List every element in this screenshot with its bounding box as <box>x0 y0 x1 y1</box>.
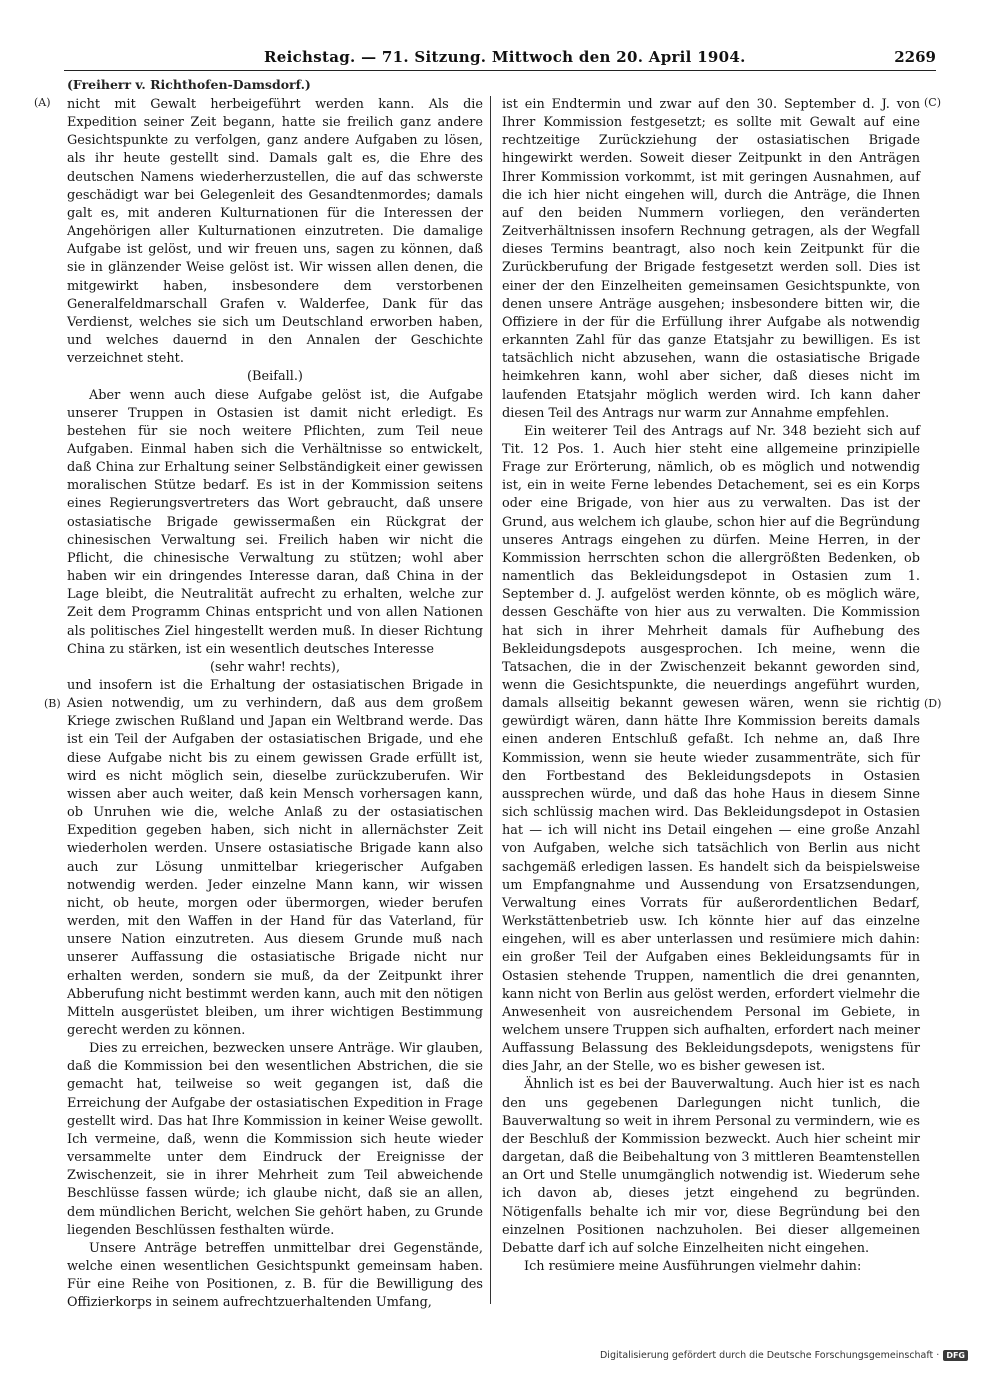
text-column-right <box>502 96 920 1276</box>
dfg-logo: DFG <box>943 1350 968 1361</box>
digitization-credit: Digitalisierung gefördert durch die Deutsche Forschungsgemeinschaft · <box>599 1350 940 1361</box>
margin-mark-d: (D) <box>924 697 942 710</box>
left-interjection: (sehr wahr! rechts), <box>209 659 341 675</box>
left-interjection: (Beifall.) <box>247 369 303 385</box>
margin-mark-b: (B) <box>44 697 61 710</box>
right-paragraph: ist ein Endtermin und zwar auf den 30. September d. J. von Ihrer Kommission festgesetzt; es sollte mit Gewalt auf eine rechtzeitige Zurückziehung der ostasiatischen Brigade hingewirkt werden. Soweit dieser Zeitpunkt in den Anträgen Ihrer Kommission vorkommt, ist mit geringen Ausnahmen, auf die ich hier nicht eingehen will, durch die Anträge, die Ihnen auf den beiden Nummern vorliegen, den veränderten Zeitverhältnissen insofern Rechnung getragen, als der Wegfall dieses Termins beantragt, also noch kein Zeitpunkt für die Zurückberufung der Brigade festgesetzt werden soll. Dies ist einer der den Einzelheiten gemeinsamen Gesichtspunkte, von denen unsere Anträge ausgehen; insbesondere bitten wir, die Offiziere in der für die Erfüllung ihrer Aufgabe als notwendig erkannten Zahl für das ganze Etatsjahr zu bewilligen. Es ist tatsächlich nicht abzusehen, wann die ostasiatische Brigade heimkehren kann, wohl aber sicher, daß dieses nicht im laufenden Etatsjahr möglich werden wird. Ich kann daher diesen Teil des Antrags nur warm zur Annahme empfehlen. <box>502 97 920 421</box>
running-header <box>64 44 936 71</box>
left-paragraph: Dies zu erreichen, bezwecken unsere Anträge. Wir glauben, daß die Kommission bei den wesentlichen Abstrichen, die sie gemacht hat, teilweise so weit gegangen ist, daß die Erreichung der Aufgabe der ostasiatischen Expedition in Frage gestellt wird. Das hat Ihre Kommission in keiner Weise gewollt. Ich vermeine, daß, wenn die Kommission sich heute wieder versammelte unter dem Eindruck der Ereignisse der Zwischenzeit, sie in ihrer Mehrheit zum Teil abweichende Beschlüsse fassen würde; ich glaube nicht, daß sie an allen, dem mündlichen Bericht, welchen Sie gehört haben, zu Grunde liegenden Beschlüssen festhalten würde. <box>67 1041 483 1238</box>
margin-mark-a: (A) <box>34 96 51 109</box>
text-column-left <box>67 96 483 1312</box>
left-paragraph: und insofern ist die Erhaltung der ostasiatischen Brigade in Asien notwendig, um zu verhindern, daß aus dem großem Kriege zwischen Rußland und Japan ein Weltbrand werde. Das ist ein Teil der Aufgaben der ostasiatischen Brigade, und ehe diese Aufgabe nicht bis zu einem gewissen Grade erfüllt ist, wird es nicht möglich sein, dieselbe zurückzuberufen. Wir wissen aber auch weiter, daß kein Mensch vorhersagen kann, ob Unruhen wie die, welche Anlaß zu der ostasiatischen Expedition gegeben haben, sich nicht in allernächster Zeit wiederholen werden. Unsere ostasiatische Brigade kann also auch zur Lösung unmittelbar kriegerischer Aufgaben notwendig werden. Jeder einzelne Mann kann, wir wissen nicht, ob heute, morgen oder übermorgen, wieder berufen werden, mit den Waffen in der Hand für das Vaterland, für unsere Nation einzutreten. Aus diesem Grunde muß nach unserer Auffassung die ostasiatische Brigade nicht nur erhalten werden, sondern sie muß, da der Zeitpunkt ihrer Abberufung nicht bestimmt werden kann, auch mit den nötigen Mitteln ausgerüstet bleiben, um ihrer wichtigen Bestimmung gerecht werden zu können. <box>67 678 483 1038</box>
left-paragraph: Aber wenn auch diese Aufgabe gelöst ist, die Aufgabe unserer Truppen in Ostasien ist damit nicht erledigt. Es bestehen für sie noch weitere Pflichten, zum Teil neue Aufgaben. Einmal haben sich die Verhältnisse so entwickelt, daß China zur Erhaltung seiner Selbständigkeit einer gewissen moralischen Stütze bedarf. Es ist in der Kommission seitens eines Regierungsvertreters das Wort gebraucht, daß unsere ostasiatische Brigade gewissermaßen ein Rückgrat der chinesischen Verwaltung sei. Freilich haben wir nicht die Pflicht, die chinesische Verwaltung zu stützen; wohl aber haben wir ein dringendes Interesse daran, daß China in der Lage bleibt, die Neutralität aufrecht zu erhalten, welche zur Zeit dem Programm Chinas entspricht und von allen Nationen als politisches Ziel hingestellt werden muß. In dieser Richtung China zu stärken, ist ein wesentlich deutsches Interesse <box>67 387 483 657</box>
right-paragraph: Ich resümiere meine Ausführungen vielmehr dahin: <box>524 1259 862 1274</box>
speaker-name: (Freiherr v. Richthofen-Damsdorf.) <box>67 77 311 92</box>
column-divider <box>490 96 491 1304</box>
right-paragraph: Ähnlich ist es bei der Bauverwaltung. Auch hier ist es nach den uns gegebenen Darlegungen nicht tunlich, die Bauverwaltung so weit in ihrem Personal zu vermindern, wie es der Beschluß der Kommission bezweckt. Auch hier scheint mir dargetan, daß die Beibehaltung von 3 mittleren Beamtenstellen an Ort und Stelle unumgänglich notwendig ist. Wiederum sehe ich davon ab, dieses jetzt eingehend zu begründen. Nötigenfalls behalte ich mir vor, diese Begründung bei den einzelnen Positionen nachzuholen. Bei dieser allgemeinen Debatte darf ich auf solche Einzelheiten nicht eingehen. <box>502 1077 920 1256</box>
header-title: Reichstag. — 71. Sitzung. Mittwoch den 20. April 1904. <box>264 48 746 66</box>
left-paragraph: nicht mit Gewalt herbeigeführt werden kann. Als die Expedition seiner Zeit begann, hatte sie freilich ganz andere Gesichtspunkte zu verfolgen, ganz andere Aufgaben zu lösen, als ihr heute gestellt sind. Damals galt es, die Ehre des deutschen Namens wiederherzustellen, die auf das schwerste geschädigt war bei Gelegenleit des Gesandtenmordes; damals galt es, mit anderen Kulturnationen für die Interessen der Angehörigen aller Kulturnationen einzutreten. Die damalige Aufgabe ist gelöst, und wir freuen uns, sagen zu können, daß sie in glänzender Weise gelöst ist. Wir wissen allen denen, die mitgewirkt haben, insbesondere dem verstorbenen Generalfeldmarschall Grafen v. Walderfee, Dank für das Verdienst, welches sie sich um Deutschland erworben haben, und welches dauernd in den Annalen der Geschichte verzeichnet steht. <box>67 97 483 367</box>
left-paragraph: Unsere Anträge betreffen unmittelbar drei Gegenstände, welche einen wesentlichen Gesichtspunkt gemeinsam haben. Für eine Reihe von Positionen, z. B. für die Bewilligung des Offizierkorps in seinem aufrechtzuerhaltenden Umfang, <box>67 1240 483 1311</box>
page-footer <box>600 1350 968 1361</box>
right-paragraph: Ein weiterer Teil des Antrags auf Nr. 348 bezieht sich auf Tit. 12 Pos. 1. Auch hier steht eine allgemeine prinzipielle Frage zur Erörterung, nämlich, ob es möglich und notwendig ist, ein in weite Ferne lebendes Detachement, sei es ein Korps oder eine Brigade, von hier aus zu verwalten. Das ist der Grund, aus welchem ich glaube, schon hier auf die Begründung unseres Antrags eingehen zu dürfen. Meine Herren, in der Kommission herrschten schon die allergrößten Bedenken, ob namentlich das Bekleidungsdepot in Ostasien zum 1. September d. J. aufgelöst werden könnte, ob es möglich wäre, dessen Geschäfte von hier aus zu verwalten. Die Kommission hat sich in ihrer Mehrheit damals für Aufhebung des Bekleidungsdepots ausgesprochen. Ich meine, wenn die Tatsachen, die in der Zwischenzeit bekannt geworden sind, wenn die Gesichtspunkte, die neuerdings angeführt wurden, damals allseitig bekannt gewesen wären, wenn sie richtig gewürdigt wären, dann hätte Ihre Kommission bereits damals einen anderen Entschluß gefaßt. Ich nehme an, daß Ihre Kommission, wenn sie heute wieder zusammenträte, sich für den Fortbestand des Bekleidungsdepots in Ostasien aussprechen würde, und daß das hohe Haus in diesem Sinne sich schlüssig machen wird. Das Bekleidungsdepot in Ostasien hat — ich will nicht ins Detail eingehen — eine große Anzahl von Aufgaben, welche sich tatsächlich von Berlin aus nicht sachgemäß erledigen lassen. Es handelt sich da beispielsweise um Empfangnahme und Aussendung von Ersatzsendungen, Verwaltung eines Vorrats für außerordentlichen Bedarf, Werkstättenbetrieb usw. Ich könnte hier auf das einzelne eingehen, will es aber unterlassen und resümiere mich dahin: ein großer Teil der Aufgaben eines Bekleidungsamts für in Ostasien stehende Truppen, namentlich die drei genannten, kann nicht von Berlin aus gelöst werden, erfordert vielmehr die Anwesenheit von ausreichendem Personal im Gebiete, in welchem unsere Truppen sich aufhalten, erfordert nach meiner Auffassung Belassung des Bekleidungsdepots, wenigstens für dies Jahr, an der Stelle, wo es bisher gewesen ist. <box>502 423 920 1075</box>
margin-mark-c: (C) <box>924 96 941 109</box>
page-number: 2269 <box>894 48 936 66</box>
